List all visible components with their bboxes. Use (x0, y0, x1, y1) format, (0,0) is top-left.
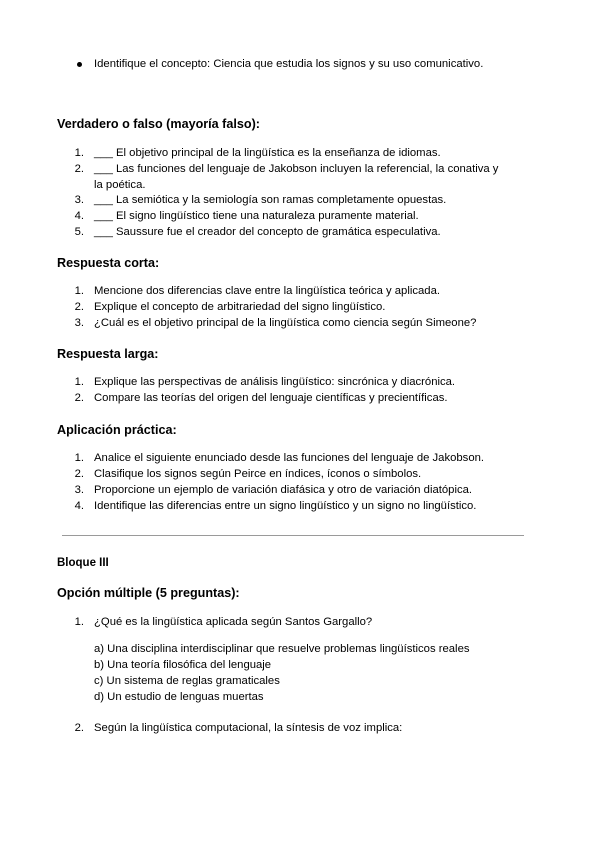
short-item-2-num: 2. (74, 301, 84, 313)
tf-item-4-num: 4. (74, 210, 84, 222)
bullet-dot-icon (77, 62, 82, 67)
short-item-1-num: 1. (74, 285, 84, 297)
applied-item-1: Analice el siguiente enunciado desde las funciones del lenguaje de Jakobson. (94, 452, 485, 464)
tf-item-2-cont: la poética. (94, 179, 146, 191)
applied-item-4: Identifique las diferencias entre un signo lingüístico y un signo no lingüístico. (94, 500, 477, 512)
tf-item-2: ___ Las funciones del lenguaje de Jakobson incluyen la referencial, la conativa y (94, 163, 499, 175)
applied-item-4-num: 4. (74, 500, 84, 512)
short-item-1: Mencione dos diferencias clave entre la lingüística teórica y aplicada. (94, 285, 441, 297)
applied-item-3-num: 3. (74, 484, 84, 496)
tf-item-3-num: 3. (74, 194, 84, 206)
applied-item-3: Proporcione un ejemplo de variación diafásica y otro de variación diatópica. (94, 484, 473, 496)
section-divider (62, 535, 524, 536)
long-heading: Respuesta larga: (57, 347, 159, 361)
short-item-2: Explique el concepto de arbitrariedad del signo lingüístico. (94, 301, 386, 313)
applied-item-2-num: 2. (74, 468, 84, 480)
tf-item-2-num: 2. (74, 163, 84, 175)
tf-item-1: ___ El objetivo principal de la lingüística es la enseñanza de idiomas. (94, 147, 441, 159)
short-item-3-num: 3. (74, 317, 84, 329)
mc-q1-option-b: b) Una teoría filosófica del lenguaje (94, 659, 272, 671)
mc-q2-num: 2. (74, 722, 84, 734)
long-item-1: Explique las perspectivas de análisis lingüístico: sincrónica y diacrónica. (94, 376, 456, 388)
bloque-iii-label: Bloque III (57, 557, 109, 569)
mc-q1-num: 1. (74, 616, 84, 628)
mc-q1-option-d: d) Un estudio de lenguas muertas (94, 691, 264, 703)
applied-item-2: Clasifique los signos según Peirce en índices, íconos o símbolos. (94, 468, 422, 480)
applied-heading: Aplicación práctica: (57, 423, 177, 437)
long-item-2: Compare las teorías del origen del lenguaje científicas y precientíficas. (94, 392, 448, 404)
tf-item-5-num: 5. (74, 226, 84, 238)
mc-q1-text: ¿Qué es la lingüística aplicada según Santos Gargallo? (94, 616, 373, 628)
mc-q1-option-c: c) Un sistema de reglas gramaticales (94, 675, 280, 687)
tf-item-1-num: 1. (74, 147, 84, 159)
short-item-3: ¿Cuál es el objetivo principal de la lingüística como ciencia según Simeone? (94, 317, 477, 329)
applied-item-1-num: 1. (74, 452, 84, 464)
tf-item-3: ___ La semiótica y la semiología son ramas completamente opuestas. (94, 194, 447, 206)
mc-heading: Opción múltiple (5 preguntas): (57, 586, 240, 600)
tf-heading: Verdadero o falso (mayoría falso): (57, 117, 260, 131)
tf-item-4: ___ El signo lingüístico tiene una naturaleza puramente material. (94, 210, 419, 222)
short-heading: Respuesta corta: (57, 256, 160, 270)
mc-q2-text: Según la lingüística computacional, la síntesis de voz implica: (94, 722, 403, 734)
intro-bullet-text: Identifique el concepto: Ciencia que estudia los signos y su uso comunicativo. (94, 58, 484, 70)
tf-item-5: ___ Saussure fue el creador del concepto de gramática especulativa. (94, 226, 441, 238)
mc-q1-option-a: a) Una disciplina interdisciplinar que resuelve problemas lingüísticos reales (94, 643, 470, 655)
long-item-1-num: 1. (74, 376, 84, 388)
long-item-2-num: 2. (74, 392, 84, 404)
